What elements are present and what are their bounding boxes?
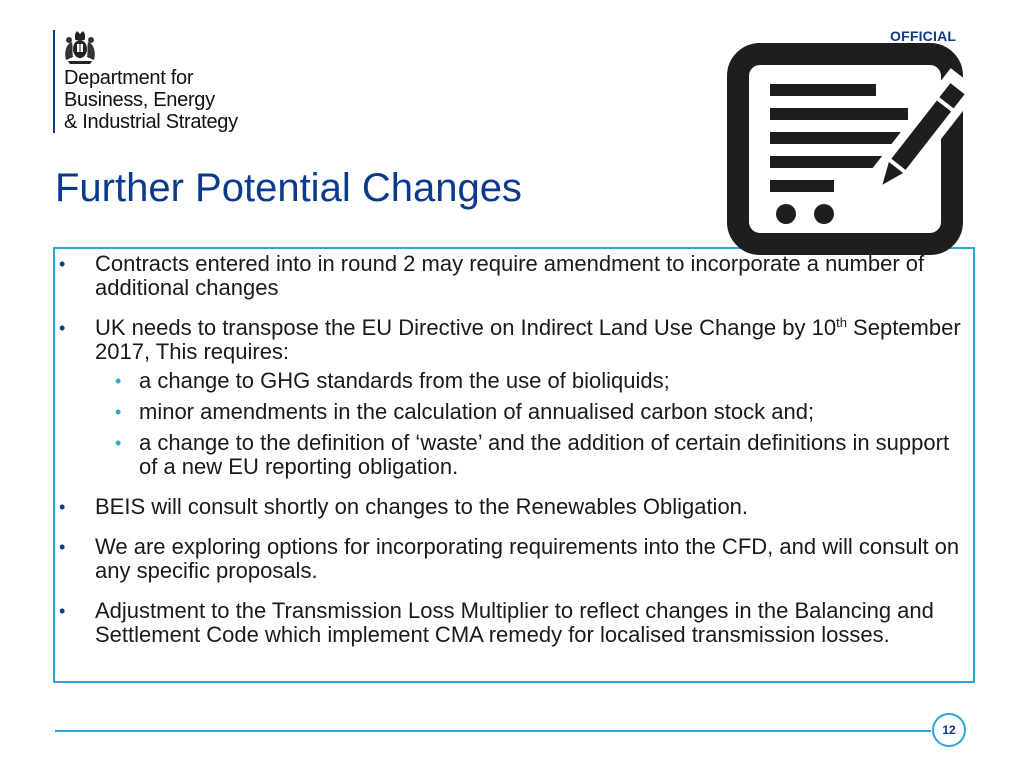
- ordinal-suffix: th: [836, 315, 847, 330]
- department-name: [64, 67, 304, 133]
- page-number-badge: 12: [932, 713, 966, 747]
- royal-crest-icon: [62, 30, 98, 64]
- bullet-text: September 2017, This requires:: [95, 315, 961, 364]
- document-with-pencil-icon: [726, 42, 994, 256]
- bullet-item: • Contracts entered into in round 2 may require amendment to incorporate a number of additional changes: [55, 252, 970, 300]
- department-name-line-3: & Industrial Strategy: [64, 111, 238, 133]
- footer-divider: [55, 730, 931, 732]
- slide-title: Further Potential Changes: [55, 166, 522, 210]
- bullet-item: • Adjustment to the Transmission Loss Multiplier to reflect changes in the Balancing and Settlement Code which implement CMA remedy for localised transmission losses.: [55, 599, 970, 647]
- department-name-line-2: Business, Energy: [64, 89, 215, 111]
- sub-bullet-item: • minor amendments in the calculation of annualised carbon stock and;: [95, 400, 970, 424]
- sub-bullet-item: • a change to GHG standards from the use of bioliquids;: [95, 369, 970, 393]
- bullet-item: • BEIS will consult shortly on changes to the Renewables Obligation.: [55, 495, 970, 519]
- bullet-list: [55, 252, 970, 663]
- department-name-line-1: Department for: [64, 67, 194, 89]
- sub-bullet-list: [95, 369, 970, 479]
- classification-label: OFFICIAL: [890, 28, 957, 44]
- sub-bullet-item: • a change to the definition of ‘waste’ and the addition of certain definitions in support of a new EU reporting obligation.: [95, 431, 970, 479]
- logo-divider: [53, 30, 55, 133]
- bullet-item: • We are exploring options for incorporating requirements into the CFD, and will consult on any specific proposals.: [55, 535, 970, 583]
- bullet-text: UK needs to transpose the EU Directive on Indirect Land Use Change by 10: [95, 315, 837, 340]
- bullet-item: [55, 316, 970, 479]
